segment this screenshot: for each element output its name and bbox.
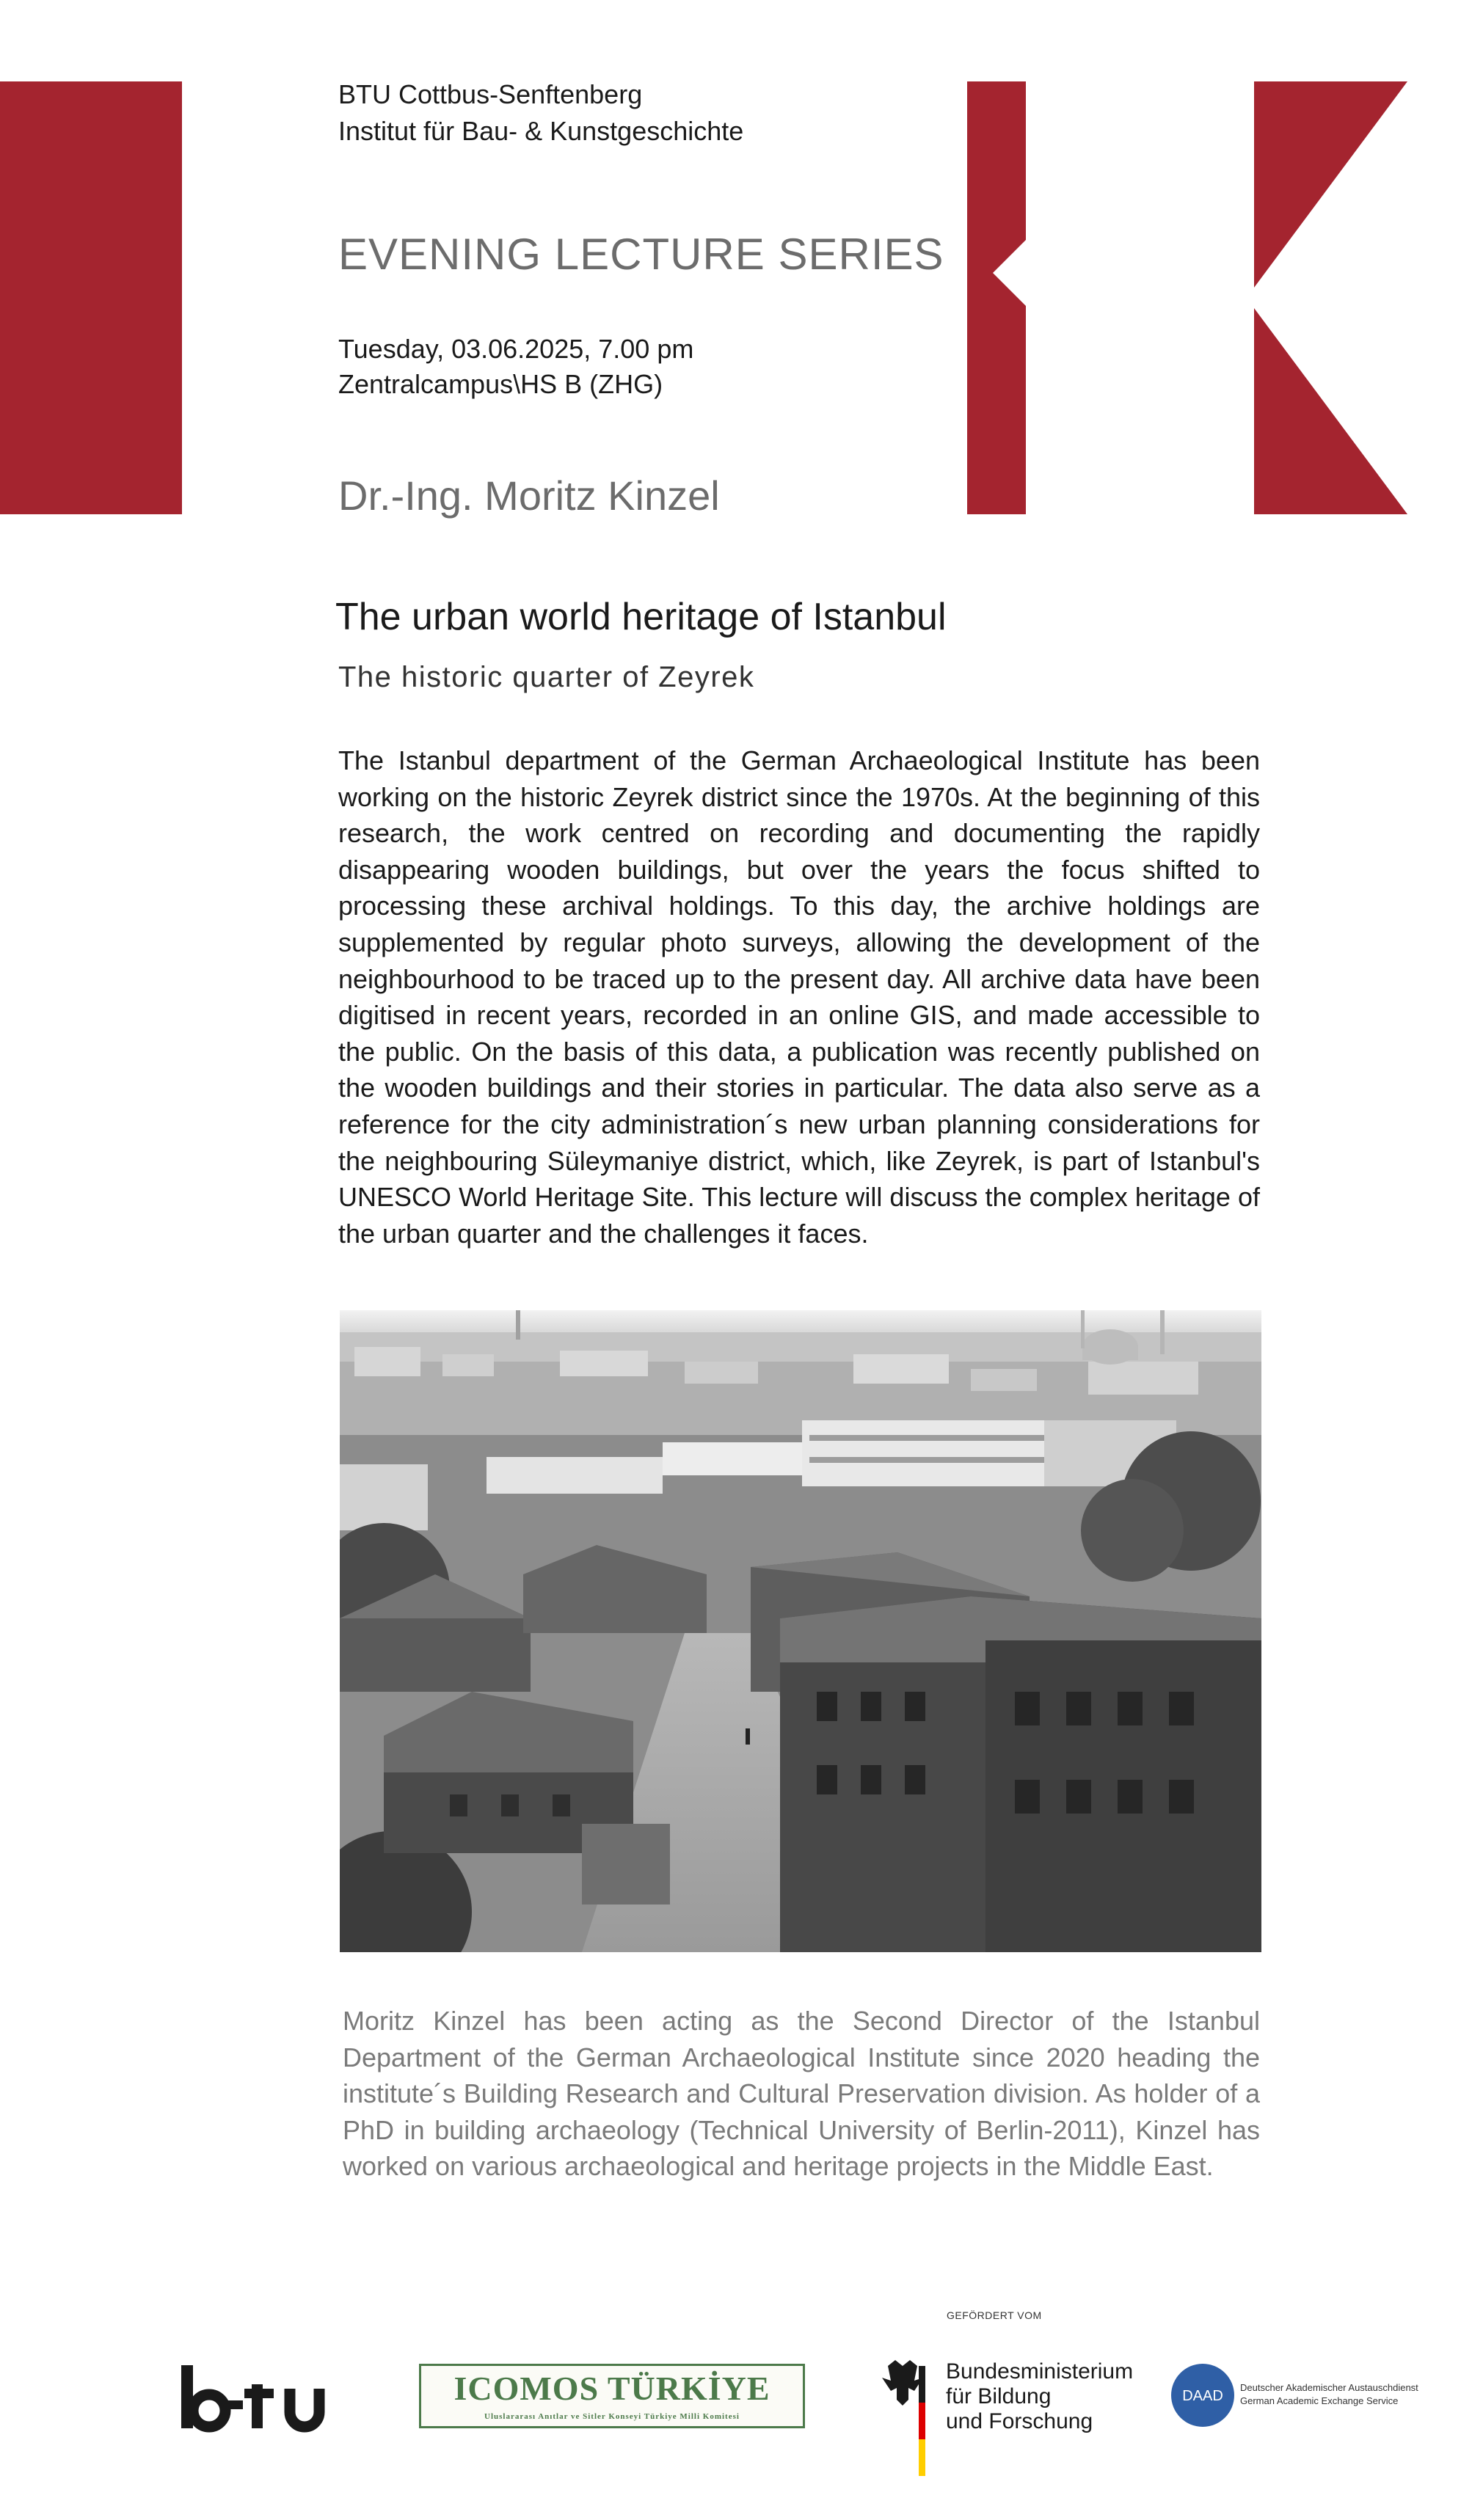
event-location: Zentralcampus\HS B (ZHG) <box>338 369 663 399</box>
daad-logo <box>1170 2362 1236 2428</box>
speaker-name: Dr.-Ing. Moritz Kinzel <box>338 472 720 519</box>
lecture-title: The urban world heritage of Istanbul <box>335 596 947 638</box>
icomos-subtitle: Uluslararası Anıtlar ve Sitler Konseyi Türkiye Milli Komitesi <box>484 2412 740 2421</box>
event-date: Tuesday, 03.06.2025, 7.00 pm <box>338 334 694 364</box>
icomos-name: ICOMOS TÜRKİYE <box>453 2370 770 2407</box>
bmbf-line-2: für Bildung <box>946 2384 1052 2408</box>
lecture-abstract: The Istanbul department of the German Archaeological Institute has been working on the historic Zeyrek district since the 1970s. At the beginning of this research, the work centred on recording and documenting the rapidly disappearing wooden buildings, but over the years the focus shifted to processing these archival holdings. To this day, the archive holdings are supplemented by regular photo surveys, allowing the development of the neighbourhood to be traced up to the present day. All archive data have been digitised in recent years, recorded in an online GIS, and made accessible to the public. On the basis of this data, a publication was recently published on the wooden buildings and their stories in particular. The data also serve as a reference for the city administration´s new urban planning considerations for the neighbouring Süleymaniye district, which, like Zeyrek, is part of Istanbul's UNESCO World Heritage Site. This lecture will discuss the complex heritage of the urban quarter and the challenges it faces. <box>338 745 1260 1249</box>
institution-header <box>338 76 743 150</box>
funded-by-label: GEFÖRDERT VOM <box>947 2309 1042 2321</box>
daad-line-1: Deutscher Akademischer Austauschdienst <box>1240 2382 1418 2393</box>
speaker-bio: Moritz Kinzel has been acting as the Second Director of the Istanbul Department of the German Archaeological Institute since 2020 heading the institute´s Building Research and Cultural Preservation division. As holder of a PhD in building archaeology (Technical University of Berlin-2011), Kinzel has worked on various archaeological and heritage projects in the Middle East. <box>343 2006 1260 2182</box>
daad-acronym: DAAD <box>1182 2388 1223 2404</box>
federal-eagle-flag-icon <box>866 2359 939 2483</box>
series-title: EVENING LECTURE SERIES <box>338 230 944 279</box>
institution-university: BTU Cottbus-Senftenberg <box>338 79 643 109</box>
bmbf-line-1: Bundesministerium <box>946 2359 1134 2384</box>
event-info <box>338 332 693 402</box>
lecture-subtitle: The historic quarter of Zeyrek <box>338 661 755 693</box>
daad-line-2: German Academic Exchange Service <box>1240 2395 1399 2406</box>
zeyrek-photograph <box>340 1310 1261 1952</box>
daad-logo-text <box>1240 2381 1418 2408</box>
institution-department: Institut für Bau- & Kunstgeschichte <box>338 116 744 146</box>
bmbf-logo-text <box>946 2359 1133 2434</box>
bmbf-line-3: und Forschung <box>946 2409 1093 2433</box>
icomos-turkiye-logo <box>419 2364 805 2428</box>
btu-logo <box>180 2362 349 2436</box>
